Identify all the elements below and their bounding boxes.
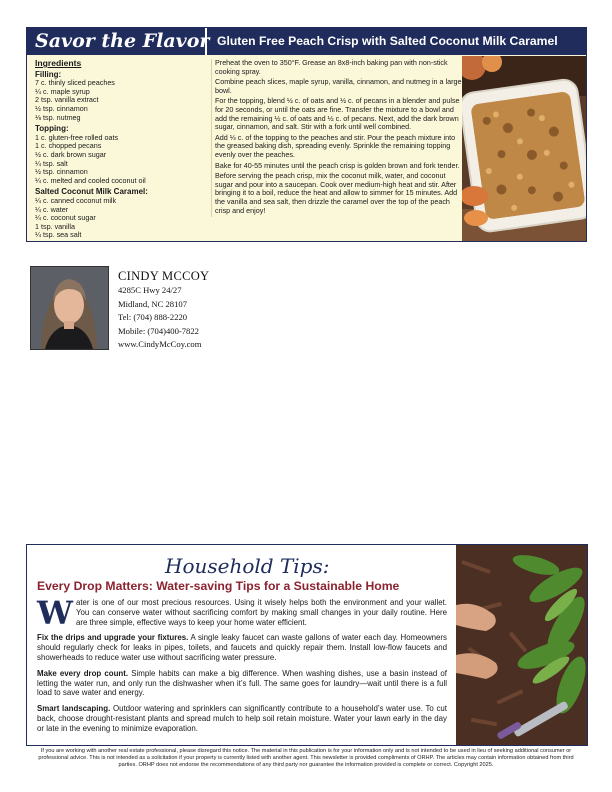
instruction-step: Before serving the peach crisp, mix the coconut milk, water, and coconut sugar and pour into a saucepan. Cook over medium-high heat and stir. After bringing it to a boil, reduce the heat and allow to simmer for 15 minutes. Add the vanilla and sea salt, then drizzle the caramel over the top of the peach crisp and enjoy! (215, 171, 458, 215)
tip-text: Outdoor watering and sprinklers can significantly contribute to a household’s water use. To cut back, choose drought-resistant plants and spread mulch to help soil retain moisture. Water your lawn early in the day or late in the evening to minimize evaporation. (37, 704, 448, 733)
agent-phone: Tel: (704) 888-2220 (118, 312, 188, 323)
ingredient-item: ½ tsp. cinnamon (35, 167, 88, 177)
ingredient-item: ¼ tsp. sea salt (35, 230, 82, 240)
ingredient-group-title: Topping: (35, 124, 69, 134)
ingredient-group-title: Filling: (35, 69, 62, 79)
agent-address-line2: Midland, NC 28107 (118, 298, 187, 309)
ingredient-group-title: Salted Coconut Milk Caramel: (35, 187, 148, 197)
agent-website[interactable]: www.CindyMcCoy.com (118, 339, 202, 350)
recipe-brand: Savor the Flavor (35, 30, 210, 52)
ingredients-heading: Ingredients (35, 58, 82, 68)
ingredient-item: ¼ c. melted and cooled coconut oil (35, 175, 146, 185)
recipe-instructions (211, 59, 465, 217)
tip-item (37, 669, 447, 698)
household-tips-box (26, 544, 588, 746)
agent-name: CINDY MCCOY (118, 269, 210, 283)
recipe-box (26, 27, 587, 242)
legal-disclaimer: If you are working with another real estate professional, please disregard this notice. The material in this publication is for your information only and is not intended to be used in lieu of seeking additional consumer or professional advice. This is not intended as a solicitation if your property is currently listed with another agent. This newsletter is provided compliments of ORHP. The articles may contain information obtained from third parties. ORHP does not endorse the recommendations of any third party nor guarantee the information provided is complete or correct. Copyright 2025. (38, 748, 574, 769)
ingredient-item: 1 c. gluten-free rolled oats (35, 132, 119, 142)
ingredient-item: ¼ tsp. salt (35, 158, 68, 168)
tip-title: Make every drop count. (37, 668, 129, 678)
brand-block (27, 28, 210, 55)
agent-photo (30, 266, 109, 350)
ingredient-item: ⅛ tsp. nutmeg (35, 112, 81, 122)
garden-mulch-photo (456, 545, 587, 745)
ingredient-item: ¼ c. coconut sugar (35, 213, 96, 223)
tips-intro (37, 594, 447, 632)
agent-mobile: Mobile: (704)400-7822 (118, 325, 199, 336)
ingredient-item: 7 c. thinly sliced peaches (35, 78, 115, 88)
recipe-header (27, 28, 586, 55)
agent-card (30, 266, 330, 356)
instruction-step: For the topping, blend ½ c. of oats and ½ c. of pecans in a blender and pulse for 20 seconds, or until the oats are fine. Transfer the mixture to a bowl and add the remaining ½ c. of oats and ½ c. of pecans. Next, add the dark brown sugar, cinnamon, and salt. Stir with a fork until well combined. (215, 96, 460, 132)
tips-subheading: Every Drop Matters: Water-saving Tips for a Sustainable Home (37, 579, 400, 593)
tip-item (37, 633, 447, 662)
instruction-step: Add ⅓ c. of the topping to the peaches and stir. Pour the peach mixture into the greased baking dish, spreading evenly. Sprinkle the remaining topping evenly over the peaches. (215, 132, 456, 159)
tips-heading: Household Tips: (165, 554, 330, 578)
intro-text: ater is one of our most precious resources. Using it wisely helps both the environment and your wallet. You can conserve water without sacrificing comfort by making small changes in your daily routine. Here are three simple, effective ways to keep your home water efficient. (75, 598, 447, 627)
tip-item (37, 704, 447, 733)
recipe-title: Gluten Free Peach Crisp with Salted Coconut Milk Caramel (217, 34, 558, 48)
peach-crisp-photo (462, 56, 586, 241)
ingredients-list (35, 59, 210, 240)
ingredient-item: 1 tsp. vanilla (35, 221, 75, 231)
agent-address-line1: 4285C Hwy 24/27 (118, 285, 182, 295)
ingredient-item: ¼ c. canned coconut milk (35, 195, 117, 205)
ingredient-item: 2 tsp. vanilla extract (35, 95, 99, 105)
ingredient-item: ½ tsp. cinnamon (35, 103, 88, 113)
agent-contact (118, 268, 209, 352)
tip-title: Fix the drips and upgrade your fixtures. (37, 633, 189, 643)
instruction-step: Combine peach slices, maple syrup, vanilla, cinnamon, and nutmeg in a large bowl. (215, 77, 462, 95)
ingredient-item: ¼ c. maple syrup (35, 86, 90, 96)
tips-body (37, 594, 448, 740)
tip-title: Smart landscaping. (37, 704, 111, 714)
ingredient-item: ½ c. dark brown sugar (35, 149, 107, 159)
ingredient-item: 1 c. chopped pecans (35, 141, 102, 151)
tip-text: Simple habits can make a big difference. When washing dishes, use a basin instead of letting the water run, and only run the dishwasher when it’s full. The same goes for laundry—wait until there is a full load to save water and energy. (37, 668, 447, 698)
tip-text: A single leaky faucet can waste gallons of water each day. Homeowners should regularly check for leaks in pipes, toilets, and faucets and quickly repair them. Install low-flow faucets and showerheads to reduce water use without sacrificing water pressure. (37, 633, 447, 662)
drop-cap: W (37, 594, 73, 632)
instruction-step: Bake for 40-55 minutes until the peach crisp is golden brown and fork tender. (215, 160, 460, 170)
instruction-step: Preheat the oven to 350°F. Grease an 8x8-inch baking pan with non-stick cooking spray. (215, 58, 448, 76)
ingredient-item: ¼ c. water (35, 204, 69, 214)
